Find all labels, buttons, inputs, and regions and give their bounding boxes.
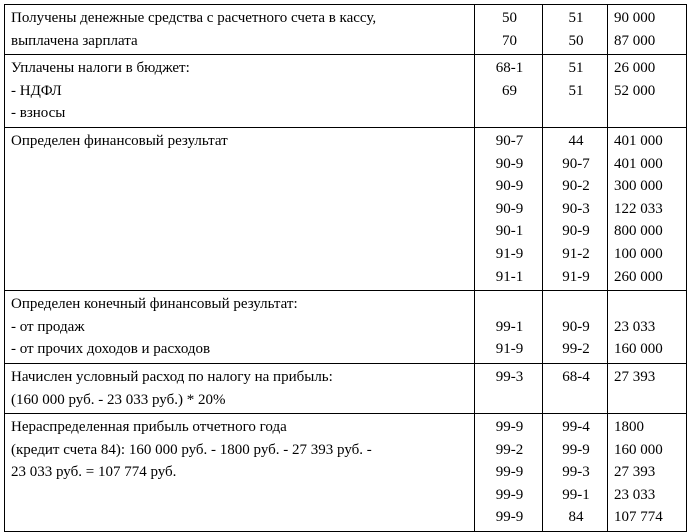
debit-value: 91-9 [495,245,524,262]
amount-value: 27 393 [614,368,656,385]
description-line: 23 033 руб. = 107 774 руб. [11,464,177,481]
credit-value: 90-3 [562,200,590,217]
amount-value: 90 000 [614,10,656,26]
credit-value: 90-7 [562,155,590,172]
operation-description [5,363,475,413]
amount [608,127,687,290]
amount-value: 27 393 [614,464,656,481]
description-line: Получены денежные средства с расчетного счета в кассу, [11,10,377,26]
operation-description [5,127,475,290]
credit-value: 90-9 [562,223,590,240]
credit-value: 99-1 [562,486,590,503]
description-line: Уплачены налоги в бюджет: [11,60,190,77]
debit-account [475,414,543,532]
table-row [5,5,687,55]
debit-value: 70 [502,32,517,49]
description-line: - взносы [11,105,66,122]
debit-value: 90-7 [495,132,524,149]
credit-value: 99-3 [562,464,590,481]
amount-value: 401 000 [614,155,663,172]
debit-value: 90-9 [495,200,524,217]
amount-value: 1800 [614,419,644,436]
amount-value: 260 000 [614,268,663,285]
journal-entries-table [4,4,687,532]
debit-value: 99-9 [495,486,524,503]
amount-value: 401 000 [614,132,663,149]
description-line: Нераспределенная прибыль отчетного года [11,419,287,436]
credit-value: 51 [568,82,584,99]
credit-value: 90-2 [562,178,590,195]
amount-value: 160 000 [614,441,663,458]
debit-value: 90-9 [495,155,524,172]
credit-account [543,363,608,413]
amount [608,55,687,128]
debit-value: 90-9 [495,178,524,195]
amount-value: 26 000 [614,60,656,77]
amount [608,5,687,55]
debit-value: 99-9 [495,419,524,436]
amount-value: 100 000 [614,245,663,262]
description-line: (160 000 руб. - 23 033 руб.) * 20% [11,391,226,408]
credit-value: 51 [568,10,584,26]
debit-value: 91-1 [495,268,524,285]
credit-account [543,55,608,128]
debit-account [475,291,543,364]
credit-value: 44 [568,132,584,149]
credit-account [543,127,608,290]
debit-value: 99-9 [495,509,524,526]
credit-value [549,293,603,316]
description-line: (кредит счета 84): 160 000 руб. - 1800 руб. - 27 393 руб. - [11,441,372,458]
debit-account [475,55,543,128]
amount [608,414,687,532]
debit-value: 99-9 [495,464,524,481]
amount [608,291,687,364]
operation-description [5,291,475,364]
credit-value: 68-4 [562,368,590,385]
amount-value: 800 000 [614,223,663,240]
description-line: Определен финансовый результат [11,132,228,149]
description-line: - от прочих доходов и расходов [11,341,211,358]
debit-value: 69 [502,82,517,99]
debit-account [475,127,543,290]
operation-description [5,55,475,128]
debit-value: 99-1 [495,318,524,335]
amount-value: 52 000 [614,82,656,99]
amount-value: 23 033 [614,486,656,503]
debit-value: 91-9 [495,341,524,358]
table-row [5,363,687,413]
table-row [5,291,687,364]
amount [608,363,687,413]
debit-value: 50 [502,10,517,26]
debit-value: 90-1 [495,223,524,240]
debit-value: 68-1 [495,60,524,77]
description-line: Начислен условный расход по налогу на прибыль: [11,368,333,385]
credit-account [543,5,608,55]
journal-entries-body [5,5,687,532]
debit-account [475,5,543,55]
operation-description [5,414,475,532]
credit-account [543,414,608,532]
credit-value: 99-4 [562,419,590,436]
credit-value: 84 [568,509,584,526]
amount-value: 87 000 [614,32,656,49]
debit-value: 99-3 [495,368,524,385]
debit-account [475,363,543,413]
credit-value: 91-2 [562,245,590,262]
credit-value: 99-2 [562,341,590,358]
debit-value [481,293,538,316]
credit-value: 90-9 [562,318,590,335]
table-row [5,127,687,290]
debit-value: 99-2 [495,441,524,458]
credit-value: 51 [568,60,584,77]
credit-account [543,291,608,364]
amount-value: 300 000 [614,178,663,195]
table-row [5,414,687,532]
description-line: - от продаж [11,318,85,335]
credit-value: 99-9 [562,441,590,458]
amount-value: 160 000 [614,341,663,358]
description-line: выплачена зарплата [11,32,138,49]
credit-value: 91-9 [562,268,590,285]
description-line: Определен конечный финансовый результат: [11,296,298,313]
amount-value: 122 033 [614,200,663,217]
table-row [5,55,687,128]
credit-value: 50 [568,32,584,49]
description-line: - НДФЛ [11,82,62,99]
operation-description [5,5,475,55]
amount-value: 23 033 [614,318,656,335]
amount-value: 107 774 [614,509,663,526]
amount-value [614,293,682,316]
